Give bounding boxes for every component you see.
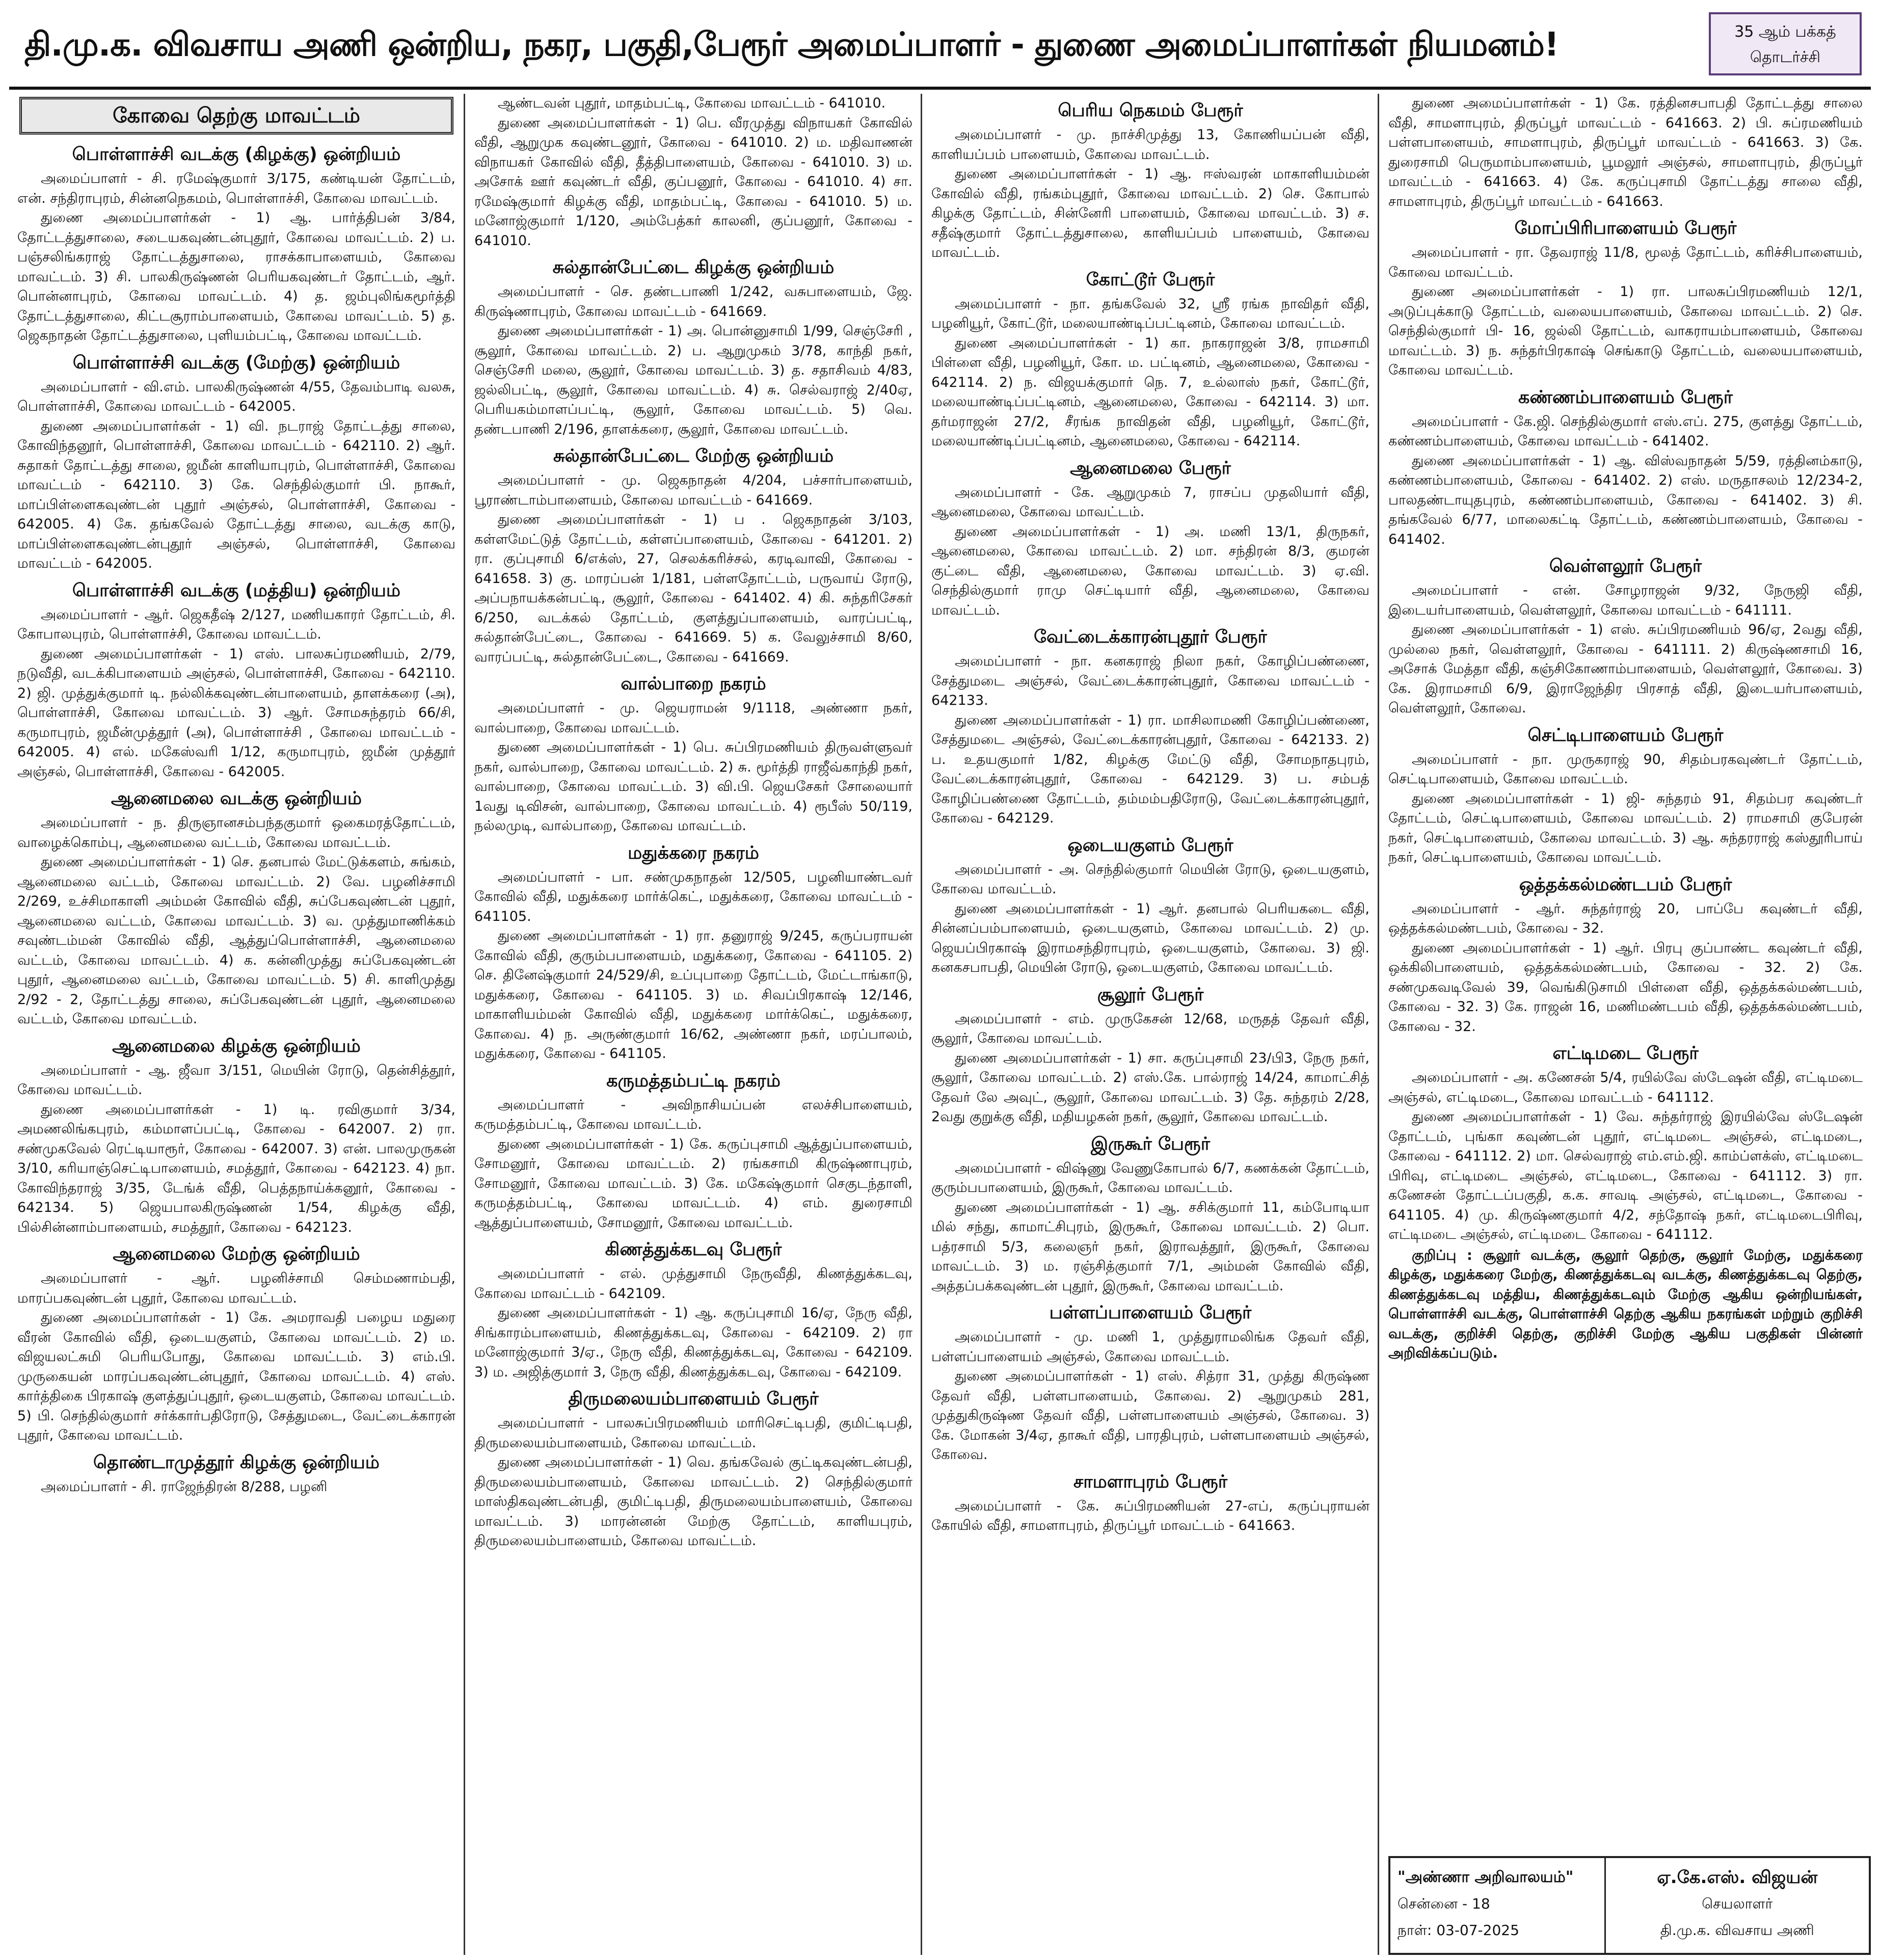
organiser-entry: அமைப்பாளர் - ஆர். ஜெகதீஷ் 2/127, மணியகாரர் தோட்டம், சி. கோபாலபுரம், பொள்ளாச்சி, கோவை மாவட்டம். [17,606,455,642]
appointment-section [1388,94,1863,211]
appointee-entry: துணை அமைப்பாளர்கள் - 1) பெ. சுப்பிரமணியம் திருவள்ளுவர் நகர், வால்பாறை, கோவை மாவட்டம். 2) சு. மூர்த்தி ராஜீவ்காந்தி நகர், வால்பாறை, கோவை மாவட்டம். 3) வி.பி. ஜெயசேகர் சோலையார் 1வது டிவிசன், வால்பாறை, கோவை மாவட்டம். 4) ரூபீஸ் 50/119, நல்லமுடி, வால்பாறை, கோவை மாவட்டம். [474,739,912,834]
organiser-entry: அமைப்பாளர் - சி. ரமேஷ்குமார் 3/175, கண்டியன் தோட்டம், என். சந்திராபுரம், சின்னநெகமம், பொள்ளாச்சி, கோவை மாவட்டம். [17,171,455,206]
appointment-section [474,671,912,836]
section-heading: திருமலையம்பாளையம் பேரூர் [568,1389,819,1409]
appointee-entry: துணை அமைப்பாளர்கள் - 1) கா. நாகராஜன் 3/8, ராமசாமி பிள்ளை வீதி, பழனியூர், கோ. ம. பட்டினம், ஆனைமலை, கோவை - 642114. 2) ந. விஜயக்குமார் நெ. 7, உல்லாஸ் நகர், கோட்டூர், மலையாண்டிப்பட்டினம், ஆனைமலை, கோவை - 642114. 3) மா. தர்மராஜன் 27/2, சீரங்க நாவிதன் வீதி, பழனியூர், கோட்டூர், மலையாண்டிப்பட்டினம், ஆனைமலை, கோவை - 642114. [931,335,1369,449]
organiser-entry: அமைப்பாளர் - பா. சண்முகநாதன் 12/505, பழனியாண்டவர் கோவில் வீதி, மதுக்கரை மார்க்கெட், மதுக்கரை, கோவை மாவட்டம் - 641105. [474,869,912,924]
organiser-entry: அமைப்பாளர் - மு. நாச்சிமுத்து 13, கோணியப்பன் வீதி, காளியப்பம் பாளையம், கோவை மாவட்டம். [931,127,1369,163]
appointee-entry: துணை அமைப்பாளர்கள் - 1) அ. பொன்னுசாமி 1/99, செஞ்சேரி , சூலூர், கோவை மாவட்டம். 2) ப. ஆறுமுகம் 3/78, காந்தி நகர், செஞ்சேரி மலை, சூலூர், கோவை மாவட்டம். 3) த. சதாசிவம் 4/83, ஜல்லிபட்டி, சூலூர், கோவை மாவட்டம். 4) சு. செல்வராஜ் 2/40ஏ, பெரியகம்மாளப்பட்டி, சூலூர், கோவை மாவட்டம். 5) வெ. தண்டபாணி 2/196, தாளக்கரை, சூலூர், கோவை மாவட்டம். [474,323,912,437]
section-heading: வேட்டைக்காரன்புதூர் பேரூர் [1034,627,1267,647]
appointment-section [17,1034,455,1238]
appointment-section [17,786,455,1029]
signature-date: நாள்: 03-07-2025 [1398,1922,1519,1939]
section-heading: வால்பாறை நகரம் [621,674,766,694]
appointee-entry: துணை அமைப்பாளர்கள் - 1) ஆ. விஸ்வநாதன் 5/59, ரத்தினம்காடு, கண்ணம்பாளையம், கோவை - 641402. 2) எஸ். மருதாசலம் 12/234-2, பாலதண்டாயுதபுரம், கண்ணம்பாளையம், கோவை - 641402. 3) சி. தங்கவேல் 6/77, மாலைகட்டி தோட்டம், கண்ணம்பாளையம், கோவை - 641402. [1388,453,1863,547]
appointee-entry: துணை அமைப்பாளர்கள் - 1) வி. நடராஜ் தோட்டத்து சாலை, கோவிந்தனூர், பொள்ளாச்சி, கோவை மாவட்டம் - 642110. 2) ஆர். சுதாகர் தோட்டத்து சாலை, ஜமீன் காளியாபுரம், பொள்ளாச்சி, கோவை மாவட்டம் - 642110. 3) கே. செந்தில்குமார் பி. நாகூர், மாப்பிள்ளைகவுண்டன் புதூர் அஞ்சல், பொள்ளாச்சி, கோவை - 642005. 4) கே. தங்கவேல் தோட்டத்து சாலை, வடக்கு காடு, மாப்பிள்ளைகவுண்டன்புதூர் அஞ்சல், பொள்ளாச்சி, கோவை மாவட்டம் - 642005. [17,418,456,571]
section-heading: கிணத்துக்கடவு பேரூர் [605,1239,782,1260]
section-heading: ஆனைமலை வடக்கு ஒன்றியம் [111,788,362,809]
signatory [1606,1858,1869,1953]
appointee-entry: துணை அமைப்பாளர்கள் - 1) டி. ரவிகுமார் 3/34, அமணலிங்கபுரம், கம்மாளப்பட்டி, கோவை - 642007. 2) ரா. சண்முகவேல் ரெட்டியாரூர், கோவை - 642007. 3) என். பாலமுருகன் 3/10, கரியாஞ்செட்டிபாளையம், சமத்தூர், கோவை - 642123. 4) நா. கோவிந்தராஜ் 3/35, டேங்க் வீதி, பெத்தநாய்க்கனூர், கோவை - 642134. 5) ஜெயபாலகிருஷ்ணன் 1/54, கிழக்கு வீதி, பில்சின்னாம்பாளையம், சமத்தூர், கோவை - 642123. [17,1101,455,1235]
appointee-entry: துணை அமைப்பாளர்கள் - 1) சா. கருப்புசாமி 23/பி3, நேரு நகர், சூலூர், கோவை மாவட்டம். 2) எஸ்.கே. பால்ராஜ் 14/24, காமாட்சித் தேவர் லே அவுட், சூலூர், கோவை மாவட்டம். 3) தே. சுந்தரம் 2/28, 2வது குறுக்கு வீதி, மதியழகன் நகர், சூலூர், கோவை மாவட்டம். [931,1050,1369,1125]
appointment-section [17,1450,455,1497]
section-heading: கருமத்தம்பட்டி நகரம் [606,1070,781,1091]
section-heading: சாமளாபுரம் பேரூர் [1073,1471,1228,1492]
section-heading: பொள்ளாச்சி வடக்கு (மேற்கு) ஒன்றியம் [72,352,400,373]
appointment-section [931,982,1369,1127]
appointee-entry: துணை அமைப்பாளர்கள் - 1) ஆ. பார்த்திபன் 3/84, தோட்டத்துசாலை, சடையகவுண்டன்புதூர், கோவை மாவட்டம். 2) ப. பஞ்சலிங்கராஜ் தோட்டத்துசாலை, ராசக்காபாளையம், கோவை மாவட்டம். 3) சி. பாலகிருஷ்ணன் பெரியகவுண்டர் தோட்டம், ஆர். பொன்னாபுரம், கோவை மாவட்டம். 4) த. ஜம்புலிங்கமூர்த்தி தோட்டத்துசாலை, கிட்டசூராம்பாளையம், கோவை மாவட்டம். 5) த. ஜெகநாதன் தோட்டத்துசாலை, புளியம்பட்டி, கோவை மாவட்டம். [17,210,455,343]
appointee-entry: துணை அமைப்பாளர்கள் - 1) எஸ். பாலசுப்ரமணியம், 2/79, நடுவீதி, வடக்கிபாளையம் அஞ்சல், பொள்ளாச்சி, கோவை - 642110. 2) ஜி. முத்துக்குமார் டி. நல்லிக்கவுண்டன்பாளையம், தாளக்கரை (அ), பொள்ளாச்சி, கோவை மாவட்டம். 3) ஆர். சோமசுந்தரம் 66/சி, கருமாபுரம், ஜமீன்முத்தூர் (அ), பொள்ளாச்சி , கோவை மாவட்டம் - 642005. 4) எல். மகேஸ்வரி 1/12, கருமாபுரம், ஜமீன் முத்தூர் அஞ்சல், பொள்ளாச்சி, கோவை - 642005. [17,646,455,780]
article-columns [9,94,1871,1955]
appointment-section [474,1237,912,1382]
column-3 [923,94,1379,1955]
appointee-entry: துணை அமைப்பாளர்கள் - 1) எஸ். சுப்பிரமணியம் 96/ஏ, 2வது வீதி, முல்லை நகர், வெள்ளலூர், கோவை - 641111. 2) கிருஷ்ணசாமி 16, அசோக் மேத்தா வீதி, கஞ்சிகோணாம்பாளையம், வெள்ளலூர், கோவை. 3) கே. இராமசாமி 6/9, இராஜேந்திர பிரசாத் வீதி, இடையர்பாளையம், வெள்ளலூர், கோவை. [1388,622,1863,716]
appointee-entry: துணை அமைப்பாளர்கள் - 1) வெ. தங்கவேல் குட்டிகவுண்டன்பதி, திருமலையம்பாளையம், கோவை மாவட்டம். 2) செந்தில்குமார் மாஸ்திகவுண்டன்பதி, குமிட்டிபதி, திருமலையம்பாளையம், கோவை மாவட்டம். 3) மாரன்னன் மேற்கு தோட்டம், காளியபுரம், திருமலையம்பாளையம், கோவை மாவட்டம். [474,1454,912,1549]
page-headline: தி.மு.க. விவசாய அணி ஒன்றிய, நகர, பகுதி,பேரூர் அமைப்பாளர் - துணை அமைப்பாளர்கள் நியமனம்! [24,26,1559,64]
organiser-entry: அமைப்பாளர் - அவிநாசியப்பன் எலச்சிபாளையம், கருமத்தம்பட்டி, கோவை மாவட்டம். [474,1097,912,1132]
signatory-wing: தி.மு.க. விவசாய அணி [1660,1922,1814,1939]
appointee-entry: துணை அமைப்பாளர்கள் - 1) கே. ரத்தினசபாபதி தோட்டத்து சாலை வீதி, சாமளாபுரம், திருப்பூர் மாவட்டம் - 641663. 2) பி. சுப்ரமணியம் பள்ளபாளையம், சாமளாபுரம், திருப்பூர் மாவட்டம் - 641663. 3) கே. துரைசாமி பெருமாம்பாளையம், பூமலூர் அஞ்சல், சாமளாபுரம், திருப்பூர் மாவட்டம் - 641663. 4) கே. கருப்புசாமி தோட்டத்து சாலை வீதி, சாமளாபுரம், திருப்பூர் மாவட்டம் - 641663. [1388,95,1863,209]
section-heading: தொண்டாமுத்தூர் கிழக்கு ஒன்றியம் [93,1452,380,1473]
appointment-section [17,578,455,782]
section-heading: மோப்பிரிபாளையம் பேரூர் [1514,218,1737,239]
organiser-entry: அமைப்பாளர் - ந. திருஞானசம்பந்தகுமார் ஒகைமரத்தோட்டம், வாழைக்கொம்பு, ஆனைமலை வட்டம், கோவை மாவட்டம். [17,815,455,851]
signatory-name: ஏ.கே.எஸ். விஜயன் [1657,1867,1818,1888]
organiser-entry: அமைப்பாளர் - என். சோழராஜன் 9/32, நேருஜி வீதி, இடையர்பாளையம், வெள்ளலூர், கோவை மாவட்டம் - 641111. [1388,582,1863,618]
organiser-entry: அமைப்பாளர் - நா. முருகராஜ் 90, சிதம்பரகவுண்டர் தோட்டம், செட்டிபாளையம், கோவை மாவட்டம். [1388,751,1863,787]
appointee-entry: துணை அமைப்பாளர்கள் - 1) எஸ். சித்ரா 31, முத்து கிருஷ்ண தேவர் வீதி, பள்ளபாளையம், கோவை. 2) ஆறுமுகம் 281, முத்துகிருஷ்ண தேவர் வீதி, பள்ளபாளையம் அஞ்சல், கோவை. 3) கே. மோகன் 3/4ஏ, தாகூர் வீதி, பாரதிபுரம், பள்ளபாளையம் அஞ்சல், கோவை. [931,1368,1369,1463]
organiser-entry: அமைப்பாளர் - ஆர். சுந்தர்ராஜ் 20, பாப்பே கவுண்டர் வீதி, ஒத்தக்கல்மண்டபம், கோவை - 32. [1388,900,1863,936]
column-4 [1380,94,1871,1955]
appointee-entry: ஆண்டவன் புதூர், மாதம்பட்டி, கோவை மாவட்டம் - 641010. [498,95,886,111]
organiser-entry: அமைப்பாளர் - ஆ. ஜீவா 3/151, மெயின் ரோடு, தென்சித்தூர், கோவை மாவட்டம். [17,1062,455,1098]
section-heading: பொள்ளாச்சி வடக்கு (கிழக்கு) ஒன்றியம் [72,144,401,165]
appointment-section [931,1469,1369,1536]
appointment-section [931,833,1369,978]
section-heading: ஒடையகுளம் பேரூர் [1067,835,1233,856]
section-heading: இருகூர் பேரூர் [1090,1133,1211,1154]
organiser-entry: அமைப்பாளர் - நா. கனகராஜ் நிலா நகர், கோழிப்பண்ணை, சேத்துமடை அஞ்சல், வேட்டைக்காரன்புதூர், கோவை மாவட்டம் - 642133. [931,653,1369,708]
organiser-entry: அமைப்பாளர் - ரா. தேவராஜ் 11/8, மூலத் தோட்டம், கரிச்சிபாளையம், கோவை மாவட்டம். [1388,245,1863,280]
appointment-section [1388,553,1863,719]
organiser-entry: அமைப்பாளர் - கே.ஜி. செந்தில்குமார் எஸ்.எப். 275, குளத்து தோட்டம், கண்ணம்பாளையம், கோவை மாவட்டம் - 641402. [1388,413,1863,449]
appointment-section [1388,385,1863,550]
section-heading: சூலூர் பேரூர் [1097,984,1204,1005]
appointee-entry: துணை அமைப்பாளர்கள் - 1) ஆ. சசிக்குமார் 11, கம்போடியா மில் சந்து, காமாட்சிபுரம், இருகூர், கோவை மாவட்டம். 2) பொ. பத்ரசாமி 5/3, கலைஞர் நகர், இராவத்தூர், இருகூர், கோவை மாவட்டம். 3) ம. ரஞ்சித்குமார் 7/1, அம்மன் கோவில் வீதி, அத்தப்பக்கவுண்டன் புதூர், இருகூர், கோவை மாவட்டம். [931,1199,1369,1294]
section-heading: ஆனைமலை மேற்கு ஒன்றியம் [113,1244,360,1264]
appointee-entry: துணை அமைப்பாளர்கள் - 1) ஆர். தனபால் பெரியகடை வீதி, சின்னப்பம்பாளையம், ஒடையகுளம், கோவை மாவட்டம். 2) மு. ஜெயப்பிரகாஷ் இராமசந்திராபுரம், ஒடையகுளம், கோவை. 3) ஜி. கனகசபாபதி, மெயின் ரோடு, ஒடையகுளம், கோவை மாவட்டம். [931,900,1369,975]
organiser-entry: அமைப்பாளர் - மு. மணி 1, முத்துராமலிங்க தேவர் வீதி, பள்ளப்பாளையம் அஞ்சல், கோவை மாவட்டம். [931,1329,1370,1365]
appointment-section [931,456,1369,621]
organiser-entry: அமைப்பாளர் - நா. தங்கவேல் 32, ஸ்ரீ ரங்க நாவிதர் வீதி, பழனியூர், கோட்டூர், மலையாண்டிப்பட்டினம், கோவை மாவட்டம். [931,296,1369,331]
appointment-section [17,142,455,346]
appointment-section [931,1300,1369,1465]
appointee-entry: துணை அமைப்பாளர்கள் - 1) ரா. தனுராஜ் 9/245, கருப்பராயன் கோவில் வீதி, குரும்பபாளையம், மதுக்கரை, கோவை - 641105. 2) செ. தினேஷ்குமார் 24/529/சி, உப்புபாறை தோட்டம், மேட்டாங்காடு, மதுக்கரை, கோவை - 641105. 3) ம. சிவப்பிரகாஷ் 12/146, மாகாளியம்மன் கோவில் வீதி, மதுக்கரை மார்க்கெட், மதுக்கரை, கோவை. 4) ந. அருண்குமார் 16/62, அண்ணா நகர், மரப்பாலம், மதுக்கரை, கோவை - 641105. [474,928,912,1062]
appointment-section [474,1386,912,1551]
appointment-section [931,267,1369,452]
signature-block [1388,1856,1871,1955]
section-heading: கோட்டூர் பேரூர் [1086,269,1215,290]
appointment-section [17,350,455,574]
section-heading: மதுக்கரை நகரம் [628,842,759,863]
section-heading: பெரிய நெகமம் பேரூர் [1058,100,1243,121]
organiser-entry: அமைப்பாளர் - கே. சுப்பிரமணியன் 27-எப், கருப்புராயன் கோயில் வீதி, சாமளாபுரம், திருப்பூர் மாவட்டம் - 641663. [931,1498,1369,1533]
appointment-section [17,1241,455,1446]
organiser-entry: அமைப்பாளர் - ஆர். பழனிச்சாமி செம்மணாம்பதி, மாரப்பகவுண்டன் புதூர், கோவை மாவட்டம். [17,1270,455,1306]
appointee-entry: துணை அமைப்பாளர்கள் - 1) ஆர். பிரபு குப்பாண்ட கவுண்டர் வீதி, ஒக்கிலிபாளையம், ஒத்தக்கல்மண்டபம், கோவை - 32. 2) கே. சண்முகவடிவேல் 39, வெங்கிடுசாமி பிள்ளை வீதி, ஒத்தக்கல்மண்டபம், கோவை - 32. 3) கே. ராஜன் 16, மணிமண்டபம் வீதி, ஒத்தக்கல்மண்டபம், கோவை - 32. [1388,940,1863,1035]
appointee-entry: துணை அமைப்பாளர்கள் - 1) கே. அமராவதி பழைய மதுரை வீரன் கோவில் வீதி, ஒடையகுளம், கோவை மாவட்டம். 2) ம. விஜயலட்சுமி பெரியபோது, கோவை மாவட்டம். 3) எம்.பி. முருகையன் மாரப்பகவுண்டன்புதூர், கோவை மாவட்டம். 4) எஸ். கார்த்திகை பிரகாஷ் குளத்துப்புதூர், ஒடையகுளம், கோவை மாவட்டம். 5) பி. செந்தில்குமார் சர்க்கார்பதிரோடு, சேத்துமடை, வேட்டைக்காரன் புதூர், கோவை மாவட்டம். [17,1310,455,1443]
organiser-entry: அமைப்பாளர் - பாலசுப்பிரமணியம் மாரிசெட்டிபதி, குமிட்டிபதி, திருமலையம்பாளையம், கோவை மாவட்டம். [474,1415,912,1451]
appointment-section [474,443,912,667]
section-heading: எட்டிமடை பேரூர் [1552,1043,1699,1064]
appointment-section [931,624,1369,829]
appointment-section [1388,1041,1863,1245]
footnote [1388,1246,1863,1364]
organiser-entry: அமைப்பாளர் - செ. தண்டபாணி 1/242, வசுபாளையம், ஜே. கிருஷ்ணாபுரம், கோவை மாவட்டம் - 641669. [474,284,912,320]
appointee-entry: துணை அமைப்பாளர்கள் - 1) அ. மணி 13/1, திருநகர், ஆனைமலை, கோவை மாவட்டம். 2) மா. சந்திரன் 8/3, குமரன் குட்டை வீதி, ஆனைமலை, கோவை மாவட்டம். 3) ஏ.வி. செந்தில்குமார் ராமு செட்டியார் வீதி, ஆனைமலை, கோவை மாவட்டம். [931,523,1369,618]
organiser-entry: அமைப்பாளர் - எம். முருகேசன் 12/68, மருதத் தேவர் வீதி, சூலூர், கோவை மாவட்டம். [931,1011,1369,1046]
appointee-entry: துணை அமைப்பாளர்கள் - 1) பெ. வீரமுத்து விநாயகர் கோவில் வீதி, ஆறுமுக கவுண்டனூர், கோவை - 641010. 2) ம. மதிவாணன் விநாயகர் கோவில் வீதி, தீத்திபாளையம், கோவை - 641010. 3) ம. அசோக் ஊர் கவுண்டர் வீதி, குப்பனூர், கோவை - 641010. 4) சா. ரமேஷ்குமார் கிழக்கு வீதி, மாதம்பட்டி, கோவை - 641010. 5) ம. மனோஜ்குமார் 1/120, அம்பேத்கர் காலனி, குப்பனூர், கோவை - 641010. [474,115,912,249]
office-city: சென்னை - 18 [1398,1895,1490,1912]
section-heading: ஆனைமலை பேரூர் [1070,458,1231,479]
appointee-entry: துணை அமைப்பாளர்கள் - 1) வே. சுந்தர்ராஜ் இரயில்வே ஸ்டேஷன் தோட்டம், புங்கா கவுண்டன் புதூர், எட்டிமடை அஞ்சல், எட்டிமடை, கோவை - 641112. 2) மா. செல்வராஜ் எம்.எம்.ஜி. காம்ப்ளக்ஸ், எட்டிமடை பிரிவு, எட்டிமடை அஞ்சல், எட்டிமடை, கோவை - 641112. 3) ரா. கணேசன் தோட்டப்பகுதி, க.க. சாவடி அஞ்சல், எட்டிமடை, கோவை - 641105. 4) மு. கிருஷ்ணகுமார் 4/2, சந்தோஷ் நகர், எட்டிமடைபிரிவு, எட்டிமடை அஞ்சல், எட்டிமடை கோவை - 641112. [1388,1109,1863,1242]
masthead [9,5,1871,90]
column-2 [466,94,922,1955]
section-heading: சுல்தான்பேட்டை கிழக்கு ஒன்றியம் [552,257,835,278]
appointment-section [1388,872,1863,1037]
appointee-entry: துணை அமைப்பாளர்கள் - 1) ஆ. ஈஸ்வரன் மாகாளியம்மன் கோவில் வீதி, ரங்கம்புதூர், கோவை மாவட்டம். 2) செ. கோபால் கிழக்கு தோட்டம், சின்னேரி பாளையம், கோவை மாவட்டம். 3) ச. சதீஷ்குமார் தோட்டத்துசாலை, காளியப்பம் பாளையம், கோவை மாவட்டம். [931,166,1369,260]
section-heading: கண்ணம்பாளையம் பேரூர் [1518,387,1733,408]
signatory-designation: செயலாளர் [1702,1895,1773,1912]
appointment-section [931,1131,1369,1296]
appointment-section [474,840,912,1064]
appointment-section [474,255,912,439]
section-heading: ஒத்தக்கல்மண்டபம் பேரூர் [1519,874,1732,895]
continuation-label: தொடர்ச்சி [1750,48,1821,66]
appointment-section [474,1068,912,1233]
section-heading: செட்டிபாளையம் பேரூர் [1527,725,1724,746]
appointee-entry: குறிப்பு : சூலூர் வடக்கு, சூலூர் தெற்கு, சூலூர் மேற்கு, மதுக்கரை கிழக்கு, மதுக்கரை மேற்கு, கிணத்துக்கடவு வடக்கு, கிணத்துக்கடவு தெற்கு, கிணத்துக்கடவு மத்திய, கிணத்துக்கடவும் மேற்கு ஆகிய ஒன்றியங்கள், பொள்ளாச்சி வடக்கு, பொள்ளாச்சி தெற்கு ஆகிய நகரங்கள் மற்றும் குறிச்சி வடக்கு, குறிச்சி தெற்கு, குறிச்சி மேற்கு ஆகிய பகுதிகள் பின்னர் அறிவிக்கப்படும். [1388,1247,1863,1361]
appointee-entry: துணை அமைப்பாளர்கள் - 1) ஜி- சுந்தரம் 91, சிதம்பர கவுண்டர் தோட்டம், செட்டிபாளையம், கோவை மாவட்டம். 2) ராமசாமி குபேரன் நகர், செட்டிபாளையம், கோவை மாவட்டம். 3) ஆ. சுந்தரராஜ் கஸ்தூரிபாய் நகர், செட்டிபாளையம், கோவை மாவட்டம். [1388,790,1863,865]
appointment-section [931,98,1369,263]
continuation-page-ref: 35 ஆம் பக்கத் [1734,23,1836,41]
organiser-entry: அமைப்பாளர் - விஷ்ணு வேணுகோபால் 6/7, கணக்கன் தோட்டம், குரும்பபாளையம், இருகூர், கோவை மாவட்டம். [931,1160,1369,1196]
district-title: கோவை தெற்கு மாவட்டம் [19,97,453,135]
organiser-entry: அமைப்பாளர் - எல். முத்துசாமி நேருவீதி, கிணத்துக்கடவு, கோவை மாவட்டம் - 642109. [474,1266,912,1302]
appointee-entry: துணை அமைப்பாளர்கள் - 1) ஆ. கருப்புசாமி 16/ஏ, நேரு வீதி, சிங்காரம்பாளையம், கிணத்துக்கடவு, கோவை - 642109. 2) ரா மனோஜ்குமார் 3/ஏ., நேரு வீதி, கிணத்துக்கடவு, கோவை - 642109. 3) ம. அஜித்குமார் 3, நேரு வீதி, கிணத்துக்கடவு, கோவை - 642109. [474,1305,912,1380]
section-heading: பொள்ளாச்சி வடக்கு (மத்திய) ஒன்றியம் [72,580,401,601]
appointee-entry: துணை அமைப்பாளர்கள் - 1) கே. கருப்புசாமி ஆத்துப்பாளையம், சோமனூர், கோவை மாவட்டம். 2) ரங்கசாமி கிருஷ்ணாபுரம், சோமனூர், கோவை மாவட்டம். 3) கே. மகேஷ்குமார் செகுடந்தாளி, கருமத்தம்பட்டி, கோவை மாவட்டம். 4) எம். துரைசாமி ஆத்துப்பாளையம், சோமனூர், கோவை மாவட்டம். [474,1136,912,1231]
organiser-entry: அமைப்பாளர் - சி. ராஜேந்திரன் 8/288, பழனி [41,1478,328,1495]
appointment-section [1388,723,1863,868]
continuation-box [1709,12,1862,75]
organiser-entry: அமைப்பாளர் - அ. கணேசன் 5/4, ரயில்வே ஸ்டேஷன் வீதி, எட்டிமடை அஞ்சல், எட்டிமடை, கோவை மாவட்டம் - 641112. [1388,1070,1863,1105]
appointment-section [1388,216,1863,381]
appointee-entry: துணை அமைப்பாளர்கள் - 1) ப . ஜெகநாதன் 3/103, கள்ளமேட்டுத் தோட்டம், கள்ளப்பாளையம், கோவை - 641201. 2) ரா. குப்புசாமி 6/எக்ஸ், 27, செலக்கரிச்சல், கரடிவாவி, கோவை - 641658. 3) கு. மாரப்பன் 1/181, பள்ளதோட்டம், பருவாய் ரோடு, அப்பநாயக்கன்பட்டி, சூலூர், கோவை - 641402. 4) கி. சுந்தரிசேகர் 6/250, வடக்கல் தோட்டம், குளத்துப்பாளையம், வாரப்பட்டி, சுல்தான்பேட்டை, கோவை - 641669. 5) க. வேலுச்சாமி 8/60, வாரப்பட்டி, சுல்தான்பேட்டை, கோவை - 641669. [474,512,912,665]
column-1 [9,94,465,1955]
organiser-entry: அமைப்பாளர் - வி.எம். பாலகிருஷ்ணன் 4/55, தேவம்பாடி வலசு, பொள்ளாச்சி, கோவை மாவட்டம் - 642005. [17,379,455,414]
appointment-section [474,94,912,251]
section-heading: வெள்ளலூர் பேரூர் [1549,556,1702,576]
section-heading: சுல்தான்பேட்டை மேற்கு ஒன்றியம் [553,446,834,466]
office-name: "அண்ணா அறிவாலயம்" [1398,1868,1574,1886]
organiser-entry: அமைப்பாளர் - அ. செந்தில்குமார் மெயின் ரோடு, ஒடையகுளம், கோவை மாவட்டம். [931,861,1369,897]
organiser-entry: அமைப்பாளர் - மு. ஜெயராமன் 9/1118, அண்ணா நகர், வால்பாறை, கோவை மாவட்டம். [474,700,912,736]
signature-place [1390,1858,1606,1953]
section-heading: பள்ளப்பாளையம் பேரூர் [1049,1303,1252,1323]
appointee-entry: துணை அமைப்பாளர்கள் - 1) செ. தனபால் மேட்டுக்களம், சுங்கம், ஆனைமலை வட்டம், கோவை மாவட்டம். 2) வே. பழனிச்சாமி 2/269, உச்சிமாகாளி அம்மன் கோவில் வீதி, சுப்பேகவுண்டன் புதூர், ஆனைமலை வட்டம், கோவை மாவட்டம். 3) வ. முத்துமாணிக்கம் சவுண்டம்மன் கோவில் வீதி, ஆத்துப்பொள்ளாச்சி, ஆனைமலை வட்டம், கோவை மாவட்டம். 4) க. கன்னிமுத்து சுப்பேகவுண்டன் புதூர், ஆனைமலை வட்டம், கோவை மாவட்டம். 5) சி. காளிமுத்து 2/92 - 2, தோட்டத்து சாலை, சுப்பேகவுண்டன் புதூர், ஆனைமலை வட்டம், கோவை மாவட்டம். [17,854,455,1027]
organiser-entry: அமைப்பாளர் - கே. ஆறுமுகம் 7, ராசப்ப முதலியார் வீதி, ஆனைமலை, கோவை மாவட்டம். [931,484,1369,520]
appointee-entry: துணை அமைப்பாளர்கள் - 1) ரா. பாலசுப்பிரமணியம் 12/1, அடுப்புக்காடு தோட்டம், வலையபாளையம், கோவை மாவட்டம். 2) செ. செந்தில்குமார் பி- 16, ஜல்லி தோட்டம், வாகராயம்பாளையம், கோவை மாவட்டம். 3) ந. சுந்தர்பிரகாஷ் செங்காடு தோட்டம், வலையபாளையம், கோவை மாவட்டம். [1388,284,1863,378]
organiser-entry: அமைப்பாளர் - மு. ஜெகநாதன் 4/204, பச்சார்பாளையம், பூராண்டாம்பாளையம், கோவை மாவட்டம் - 641669. [474,472,912,508]
appointee-entry: துணை அமைப்பாளர்கள் - 1) ரா. மாசிலாமணி கோழிப்பண்ணை, சேத்துமடை அஞ்சல், வேட்டைக்காரன்புதூர், கோவை - 642133. 2) ப. உதயகுமார் 1/82, கிழக்கு மேட்டு வீதி, சோமநாதபுரம், வேட்டைக்காரன்புதூர், கோவை - 642129. 3) ப. சம்பத் கோழிப்பண்ணை தோட்டம், தம்மம்பதிரோடு, வேட்டைக்காரன்புதூர், கோவை - 642129. [931,712,1369,826]
section-heading: ஆனைமலை கிழக்கு ஒன்றியம் [112,1036,361,1056]
